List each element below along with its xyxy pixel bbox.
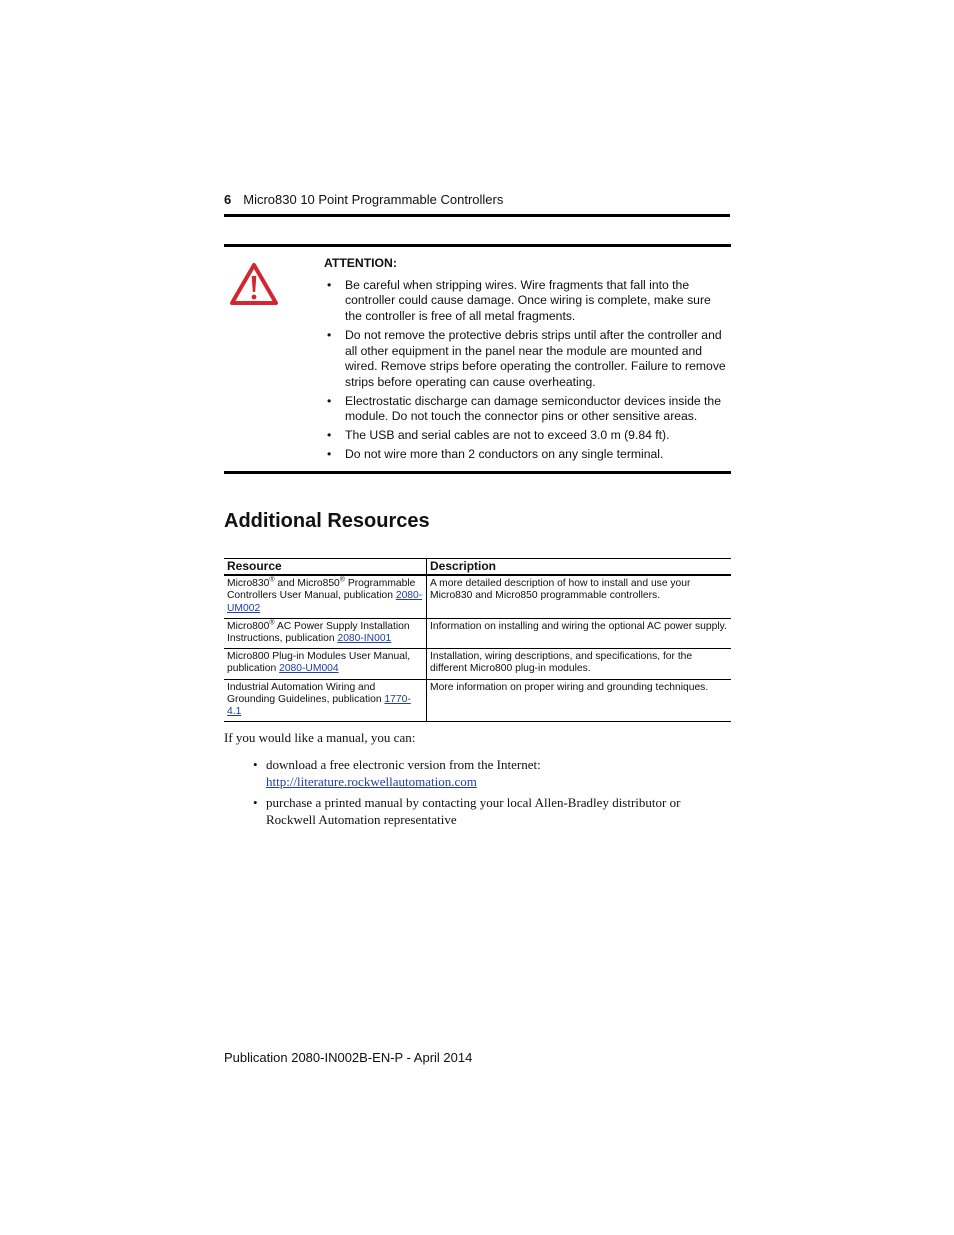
manual-info <box>224 729 731 832</box>
list-item: • purchase a printed manual by contacting your local Allen-Bradley distributor or Rockwell Automation representative <box>224 794 731 828</box>
attention-box <box>224 244 731 474</box>
table-row <box>224 649 731 679</box>
publication-link[interactable]: 2080-UM004 <box>279 663 339 675</box>
column-header-description: Description <box>427 559 732 576</box>
resource-text: AC Power Supply Installation Instructions, publication <box>227 620 410 645</box>
resource-text: Programmable Controllers User Manual, publication <box>227 578 416 602</box>
attention-item: • Do not remove the protective debris strips until after the controller and all other equipment in the panel near the module are mounted and wired. Remove strips before operating the controller. Failure to remove strips before operating can cause overheating. <box>324 328 729 391</box>
document-title: Micro830 10 Point Programmable Controllers <box>243 192 504 207</box>
description-cell: A more detailed description of how to install and use your Micro830 and Micro850 programmable controllers. <box>427 575 732 618</box>
table-row <box>224 575 731 618</box>
download-text: download a free electronic version from the Internet: <box>266 757 541 772</box>
resource-text: Industrial Automation Wiring and Grounding Guidelines, publication <box>227 681 385 705</box>
page-number: 6 <box>224 192 232 207</box>
header-rule <box>224 214 730 217</box>
publication-link[interactable]: 2080-UM002 <box>227 590 423 614</box>
description-cell: Installation, wiring descriptions, and specifications, for the different Micro800 plug-in modules. <box>427 649 732 679</box>
attention-list <box>324 278 729 463</box>
manual-intro: If you would like a manual, you can: <box>224 730 416 745</box>
warning-triangle-icon <box>229 262 279 306</box>
registered-mark: ® <box>339 576 345 584</box>
column-header-resource: Resource <box>224 559 427 576</box>
registered-mark: ® <box>269 576 275 584</box>
attention-item: • Be careful when stripping wires. Wire fragments that fall into the controller could cause damage. Once wiring is complete, make sure the controller is free of all metal fragments. <box>324 278 729 325</box>
resource-cell <box>224 679 427 722</box>
resource-text: and Micro850 <box>274 578 340 590</box>
resource-cell <box>224 575 427 618</box>
resources-table <box>224 558 731 722</box>
table-row <box>224 618 731 648</box>
resource-text: Micro800 Plug-in Modules User Manual, publication <box>227 651 411 675</box>
page-header <box>224 192 730 207</box>
attention-title: ATTENTION: <box>324 256 397 270</box>
table-header-row <box>224 559 731 576</box>
section-title: Additional Resources <box>224 510 430 532</box>
list-item <box>224 756 731 790</box>
description-cell: More information on proper wiring and grounding techniques. <box>427 679 732 722</box>
registered-mark: ® <box>269 619 275 627</box>
attention-item: • Do not wire more than 2 conductors on any single terminal. <box>324 447 729 463</box>
resource-cell <box>224 618 427 648</box>
resource-text: Micro830 <box>227 578 270 590</box>
table-row <box>224 679 731 722</box>
publication-link[interactable]: 1770-4.1 <box>227 693 411 718</box>
literature-link[interactable]: http://literature.rockwellautomation.com <box>266 774 477 789</box>
attention-item: • The USB and serial cables are not to exceed 3.0 m (9.84 ft). <box>324 428 729 444</box>
manual-options-list <box>224 756 731 828</box>
attention-content <box>324 256 729 465</box>
attention-item: • Electrostatic discharge can damage semiconductor devices inside the module. Do not touch the connector pins or other sensitive areas. <box>324 394 729 425</box>
resource-text: Micro800 <box>227 620 270 632</box>
description-cell: Information on installing and wiring the optional AC power supply. <box>427 618 732 648</box>
publication-link[interactable]: 2080-IN001 <box>337 633 392 645</box>
publication-footer: Publication 2080-IN002B-EN-P - April 2014 <box>224 1050 473 1065</box>
resource-cell <box>224 649 427 679</box>
